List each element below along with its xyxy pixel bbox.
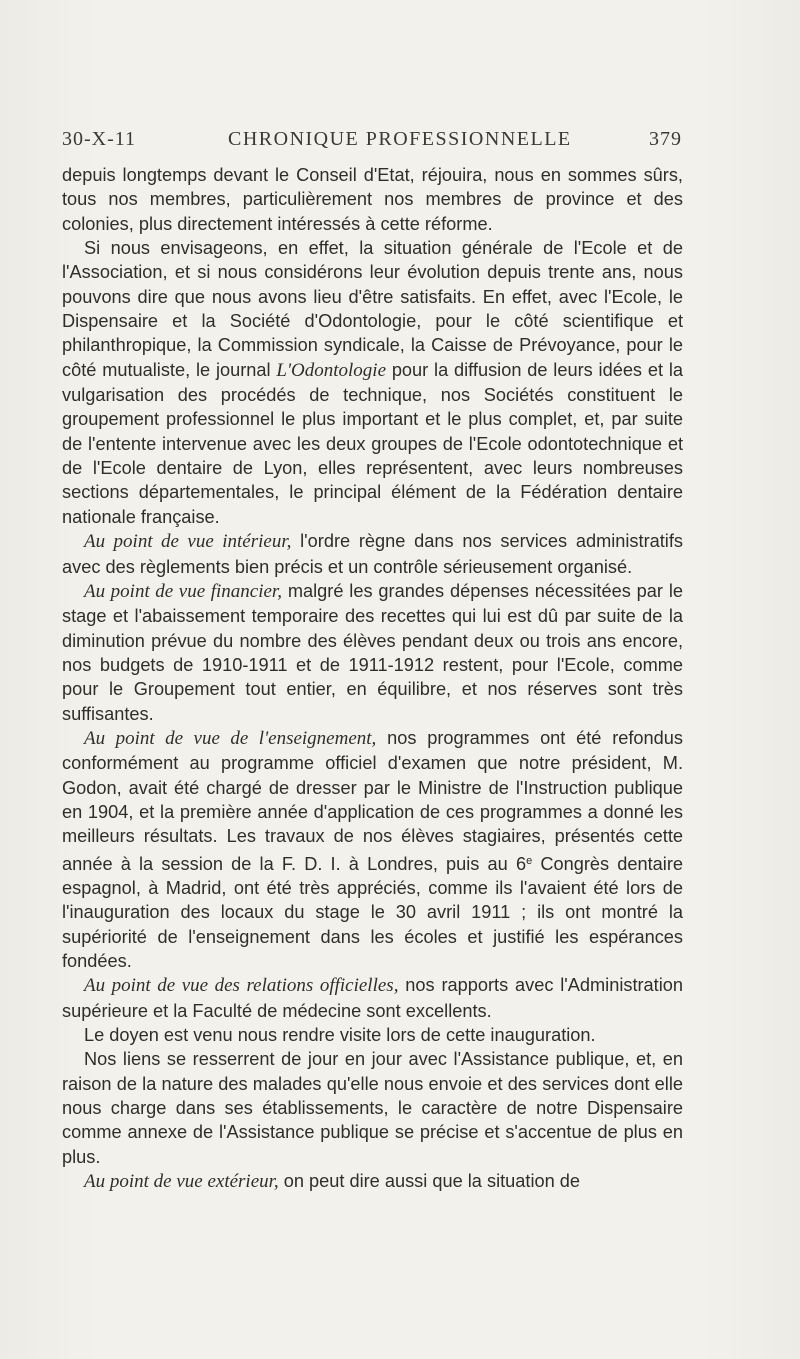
paragraph-5-text-a: nos programmes ont été refondus conformément au programme officiel d'examen que notre président, M. Godon, avait été chargé de dresser par le Ministre de l'Instruction publique en 1904, et la première année d'application de ces programmes a donné les meilleurs résultats. Les travaux de nos élèves stagiaires, présentés cette année à la session de la F. D. I. à Londres, puis au 6 <box>62 727 683 874</box>
paragraph-4-lead: Au point de vue financier, <box>84 580 282 602</box>
paragraph-7 <box>62 1023 683 1047</box>
paragraph-2 <box>62 236 683 529</box>
paragraph-2-text-b: pour la diffusion de leurs idées et la vulgarisation des procédés de technique, nos Sociétés constituent le groupement professionnel le plus important et le plus complet, et, par suite de l'entente intervenue avec les deux groupes de l'Ecole odontotechnique et de l'Ecole dentaire de Lyon, elles représentent, avec leurs nombreuses sections départementales, le principal élément de la Fédération dentaire nationale française. <box>62 359 683 527</box>
paragraph-9 <box>62 1169 683 1194</box>
paragraph-9-lead: Au point de vue extérieur, <box>84 1171 279 1193</box>
paragraph-3-text: l'ordre règne dans nos services administratifs avec des règlements bien précis et un contrôle sérieusement organisé. <box>62 531 683 577</box>
paragraph-7-text: Le doyen est venu nous rendre visite lors de cette inauguration. <box>84 1025 596 1046</box>
header-title: CHRONIQUE PROFESSIONNELLE <box>228 128 572 150</box>
page-number: 379 <box>649 128 682 150</box>
paragraph-5-text-b: Congrès dentaire espagnol, à Madrid, ont été très appréciés, comme ils l'avaient été lors de l'inauguration des locaux du stage le 30 avril 1911 ; ils ont montré la supériorité de l'enseignement dans les écoles et justifié les espérances fondées. <box>62 853 684 971</box>
paragraph-8 <box>62 1047 683 1169</box>
paragraph-9-text: on peut dire aussi que la situation de <box>278 1171 580 1192</box>
body-text <box>62 163 683 1194</box>
paragraph-1-text: depuis longtemps devant le Conseil d'Etat, réjouira, nous en sommes sûrs, tous nos membres, particulièrement nos membres de province et des colonies, plus directement intéressés à cette réforme. <box>62 165 683 234</box>
header-date: 30-X-11 <box>62 128 137 150</box>
paragraph-4-text: malgré les grandes dépenses nécessitées par le stage et l'abaissement temporaire des recettes qui lui est dû par suite de la diminution prévue du nombre des élèves pendant deux ou trois ans encore, nos budgets de 1910-1911 et de 1911-1912 restent, pour l'Ecole, comme pour le Groupement tout entier, en équilibre, et nos réserves sont très suffisantes. <box>62 580 683 724</box>
paragraph-3 <box>62 529 683 579</box>
paragraph-6 <box>62 973 683 1023</box>
paragraph-5 <box>62 726 683 973</box>
paragraph-3-lead: Au point de vue intérieur, <box>84 531 292 553</box>
paragraph-1 <box>62 163 683 236</box>
paragraph-2-text-a: Si nous envisageons, en effet, la situation générale de l'Ecole et de l'Association, et si nous considérons leur évolution depuis trente ans, nous pouvons dire que nous avons lieu d'être satisfaits. En effet, avec l'Ecole, le Dispensaire et la Société d'Odontologie, pour le côté scientifique et philanthropique, la Commission syndicale, la Caisse de Prévoyance, pour le côté mutualiste, le journal <box>62 238 683 380</box>
ordinal-superscript: e <box>526 854 533 867</box>
paragraph-4 <box>62 579 683 726</box>
paragraph-6-lead: Au point de vue des relations officielles, <box>84 975 399 997</box>
paragraph-8-text: Nos liens se resserrent de jour en jour avec l'Assistance publique, et, en raison de la nature des malades qu'elle nous envoie et des services dont elle nous charge dans ses établissements, le caractère de notre Dispensaire comme annexe de l'Assistance publique se précise et s'accentue de plus en plus. <box>62 1049 683 1167</box>
paragraph-5-lead: Au point de vue de l'enseignement, <box>84 727 377 749</box>
paragraph-6-text: nos rapports avec l'Administration supérieure et la Faculté de médecine sont excellents. <box>62 975 683 1021</box>
running-header <box>62 128 682 158</box>
journal-title: L'Odontologie <box>276 359 386 381</box>
